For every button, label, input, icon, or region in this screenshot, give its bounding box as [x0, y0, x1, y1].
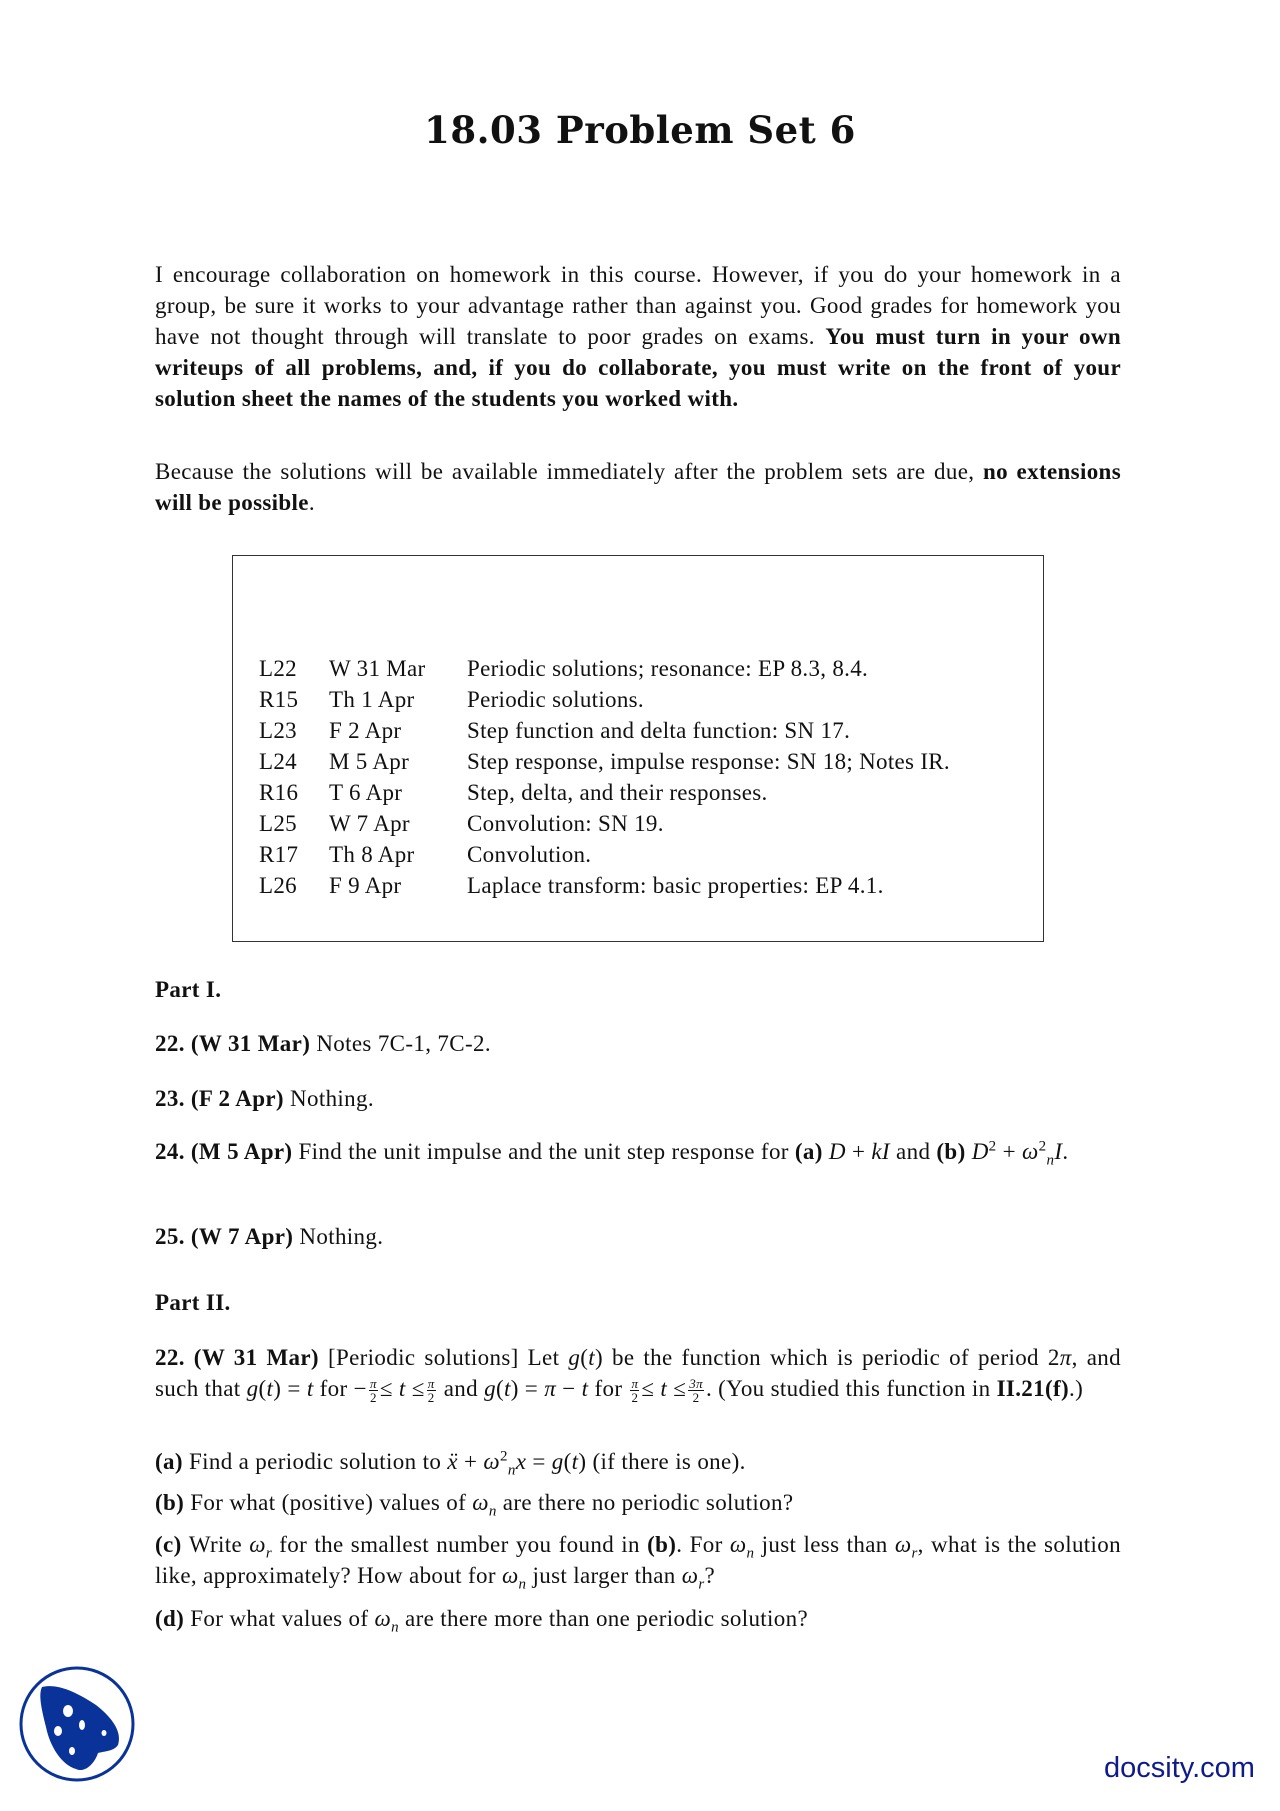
math-symbol: g: [246, 1376, 259, 1401]
math-symbol: π: [544, 1376, 557, 1401]
problem-part-c: [155, 1529, 1121, 1591]
math-symbol: ω: [729, 1532, 747, 1557]
part-heading: [155, 1287, 1121, 1318]
date: F 2 Apr: [329, 718, 402, 743]
bold-text: 23. (F 2 Apr): [155, 1086, 291, 1111]
date: Th 8 Apr: [329, 842, 415, 867]
fraction: [688, 1377, 704, 1404]
math-symbol: ω: [374, 1606, 392, 1631]
date: M 5 Apr: [329, 749, 410, 774]
problem-part-d: [155, 1603, 1121, 1634]
bold-text: Part I.: [155, 977, 222, 1002]
text: Write: [188, 1532, 250, 1557]
part-heading: [155, 974, 1121, 1005]
bold-text: (b): [647, 1532, 677, 1557]
math-symbol: π: [1059, 1345, 1072, 1370]
text: are there more than one periodic solution?: [398, 1606, 809, 1631]
lecture-code: R16: [259, 780, 299, 805]
numerator: 3π: [689, 1376, 703, 1392]
text: +: [845, 1139, 872, 1164]
text: For what values of: [190, 1606, 375, 1631]
topic: Laplace transform: basic properties: EP 4.1.: [467, 873, 884, 898]
subscript: r: [911, 1545, 918, 1562]
text: and: [889, 1139, 937, 1164]
math-symbol: I: [1054, 1139, 1063, 1164]
text: Find a periodic solution to: [188, 1449, 448, 1474]
subscript: r: [698, 1576, 705, 1593]
text: (: [563, 1449, 572, 1474]
math-symbol: t: [503, 1376, 511, 1401]
bold-text: (b): [936, 1139, 972, 1164]
superscript: 2: [1038, 1138, 1047, 1155]
bold-text: (d): [155, 1606, 191, 1631]
problem: [155, 1342, 1121, 1404]
text: are there no periodic solution?: [496, 1490, 794, 1515]
text: . (You studied this function in: [705, 1376, 997, 1401]
bold-text: (c): [155, 1532, 189, 1557]
superscript: 2: [499, 1448, 508, 1465]
math-symbol: ω: [681, 1563, 699, 1588]
superscript: 2: [988, 1138, 997, 1155]
text: [Periodic solutions] Let: [327, 1345, 569, 1370]
math-symbol: t: [571, 1449, 579, 1474]
math-symbol: g: [551, 1449, 564, 1474]
math-symbol: ω: [472, 1490, 489, 1515]
text: , and such that: [155, 1345, 1121, 1401]
math-symbol: ẍ: [447, 1449, 458, 1474]
math-symbol: g: [568, 1345, 581, 1370]
text: =: [526, 1449, 552, 1474]
math-symbol: t: [660, 1376, 668, 1401]
text: .): [1069, 1376, 1084, 1401]
date: T 6 Apr: [329, 780, 403, 805]
fraction: [427, 1377, 436, 1404]
page-title: 18.03 Problem Set 6: [424, 108, 856, 152]
math-symbol: ω: [483, 1449, 500, 1474]
text: (: [258, 1376, 267, 1401]
text: ≤: [405, 1376, 425, 1401]
text: just larger than: [526, 1563, 682, 1588]
problem-part-a: [155, 1446, 1121, 1477]
math-symbol: x: [515, 1449, 527, 1474]
text: +: [996, 1139, 1023, 1164]
text: , what is the solution like, approximately? How about for: [155, 1532, 1121, 1588]
topic: Step function and delta function: SN 17.: [467, 718, 851, 743]
docsity-logo-icon[interactable]: [18, 1665, 136, 1788]
bold-text: Part II.: [155, 1290, 231, 1315]
lecture-code: L25: [259, 811, 297, 836]
denominator: 2: [692, 1390, 700, 1406]
subscript: n: [1046, 1152, 1055, 1169]
bold-text: 22. (W 31 Mar): [155, 1031, 317, 1056]
bold-text: (a): [155, 1449, 189, 1474]
problem-part-b: [155, 1487, 1121, 1518]
text: and: [437, 1376, 485, 1401]
math-symbol: kI: [871, 1139, 890, 1164]
numerator: π: [369, 1376, 377, 1392]
text: Because the solutions will be available immediately after the problem sets are due,: [155, 459, 983, 484]
subscript: n: [518, 1576, 527, 1593]
text: . For: [676, 1532, 730, 1557]
date: F 9 Apr: [329, 873, 402, 898]
bold-text: (b): [155, 1490, 191, 1515]
bold-text: 24. (M 5 Apr): [155, 1139, 299, 1164]
text: ) be the function which is periodic of period 2: [594, 1345, 1060, 1370]
text: (: [495, 1376, 504, 1401]
text: just less than: [754, 1532, 895, 1557]
text: −: [556, 1376, 582, 1401]
text: for −: [313, 1376, 367, 1401]
math-symbol: ω: [501, 1563, 519, 1588]
math-symbol: t: [306, 1376, 314, 1401]
math-symbol: ω: [249, 1532, 266, 1557]
problem: [155, 1221, 1121, 1252]
numerator: π: [631, 1376, 639, 1392]
text: ≤: [379, 1376, 399, 1401]
text: for: [588, 1376, 629, 1401]
topic: Periodic solutions; resonance: EP 8.3, 8.4.: [467, 656, 869, 681]
text: +: [457, 1449, 484, 1474]
subscript: n: [391, 1619, 399, 1636]
text: ?: [704, 1563, 716, 1588]
math-symbol: t: [398, 1376, 406, 1401]
bold-text: 22. (W 31 Mar): [155, 1345, 328, 1370]
numerator: π: [427, 1376, 435, 1392]
text: for the smallest number you found in: [272, 1532, 648, 1557]
denominator: 2: [369, 1390, 377, 1406]
math-symbol: ω: [1022, 1139, 1039, 1164]
topic: Periodic solutions.: [467, 687, 644, 712]
text: Notes 7C-1, 7C-2.: [316, 1031, 491, 1056]
lecture-code: R15: [259, 687, 299, 712]
text: ) =: [273, 1376, 307, 1401]
lecture-code: L22: [259, 656, 297, 681]
text: (: [580, 1345, 589, 1370]
date: W 31 Mar: [329, 656, 426, 681]
docsity-link[interactable]: docsity.com: [1104, 1752, 1255, 1784]
problem: [155, 1028, 1121, 1059]
math-symbol: t: [588, 1345, 595, 1370]
subscript: n: [507, 1462, 516, 1479]
text: .: [308, 490, 315, 515]
intro-paragraph: [155, 456, 1121, 518]
fraction: [630, 1377, 639, 1404]
denominator: 2: [631, 1390, 639, 1406]
text: I encourage collaboration on homework in this course. However, if you do your homework in a group, be sure it works to your advantage rather than against you. Good grades for homework you have not thought through will translate to poor grades on exams.: [155, 262, 1121, 349]
date: Th 1 Apr: [329, 687, 415, 712]
bold-text: no extensions will be possible: [155, 459, 1122, 515]
lecture-code: R17: [259, 842, 299, 867]
bold-text: You must turn in your own writeups of all problems, and, if you do collaborate, you must write on the front of your solution sheet the names of the students you worked with.: [155, 324, 1122, 411]
topic: Step, delta, and their responses.: [467, 780, 768, 805]
text: Nothing.: [299, 1224, 384, 1249]
subscript: n: [488, 1503, 497, 1520]
math-symbol: ω: [894, 1532, 912, 1557]
text: ) (if there is one).: [578, 1449, 746, 1474]
text: Nothing.: [290, 1086, 374, 1111]
math-symbol: D: [971, 1139, 989, 1164]
topic: Convolution.: [467, 842, 592, 867]
text: ≤: [667, 1376, 687, 1401]
denominator: 2: [427, 1390, 435, 1406]
lecture-code: L24: [259, 749, 297, 774]
bold-text: 25. (W 7 Apr): [155, 1224, 300, 1249]
text: Find the unit impulse and the unit step response for: [298, 1139, 795, 1164]
topic: Convolution: SN 19.: [467, 811, 664, 836]
text: For what (positive) values of: [190, 1490, 473, 1515]
topic: Step response, impulse response: SN 18; Notes IR.: [467, 749, 950, 774]
bold-text: (a): [794, 1139, 829, 1164]
text: ≤: [641, 1376, 661, 1401]
problem: [155, 1136, 1121, 1167]
intro-paragraph: [155, 259, 1121, 414]
problem: [155, 1083, 1121, 1114]
subscript: n: [746, 1545, 755, 1562]
math-symbol: g: [484, 1376, 496, 1401]
math-symbol: t: [266, 1376, 274, 1401]
math-symbol: t: [581, 1376, 589, 1401]
subscript: r: [265, 1545, 273, 1562]
text: .: [1062, 1139, 1069, 1164]
fraction: [369, 1377, 378, 1404]
date: W 7 Apr: [329, 811, 410, 836]
bold-text: II.21(f): [996, 1376, 1070, 1401]
math-symbol: D: [828, 1139, 846, 1164]
text: ) =: [510, 1376, 545, 1401]
lecture-code: L26: [259, 873, 297, 898]
lecture-code: L23: [259, 718, 297, 743]
